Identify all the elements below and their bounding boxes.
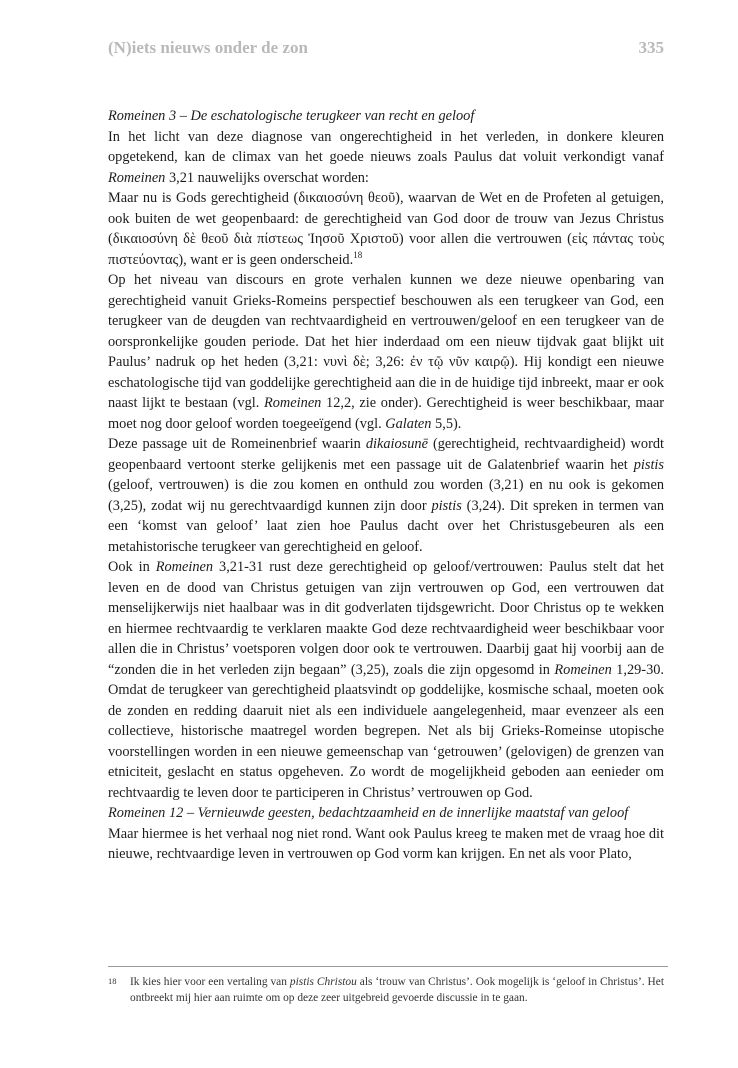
running-header (108, 38, 664, 58)
paragraph (108, 270, 664, 434)
block-quote (108, 188, 664, 270)
italic-run: pistis (431, 497, 462, 514)
text-run: Deze passage uit de Romeinenbrief waarin (108, 436, 366, 452)
text-run: Ook in (108, 559, 156, 575)
section-heading-romeinen-12: Romeinen 12 – Vernieuwde geesten, bedachtzaamheid en de innerlijke maatstaf van geloof (108, 805, 629, 821)
text-run: als ‘trouw van Christus’. Ook mogelijk is ‘geloof in Christus’. Het ontbreekt mij hier aan ruimte om op deze zeer uitgebreid gevoerde discussie in te gaan. (130, 976, 665, 1004)
italic-run: pistis (633, 456, 664, 473)
footnote (108, 975, 664, 1006)
text-run: 1,29-30. Omdat de terugkeer van gerechtigheid plaatsvindt op goddelijke, kosmische schaal, moeten ook de zonden en redding daaruit niet als een individuele aangelegenheid, maar evenzeer als een collectieve, historische maatregel worden begrepen. Net als bij Grieks-Romeinse utopische voorstellingen worden in een nieuwe gemeenschap van ‘getrouwen’ (gelovigen) de grenzen van etniciteit, geslacht en status opgeheven. Zo wordt de mogelijkheid geboden aan eenieder om rechtvaardig te leven door te participeren in Christus’ vertrouwen op God. (108, 661, 664, 801)
italic-run: Romeinen (554, 661, 612, 678)
text-run: Ik kies hier voor een vertaling van (130, 976, 290, 988)
running-title: (N)iets nieuws onder de zon (108, 38, 308, 57)
footnote-number: 18 (108, 976, 117, 986)
body-text (108, 106, 664, 865)
text-run: Op het niveau van discours en grote verhalen kunnen we deze nieuwe openbaring van gerechtigheid vanuit Grieks-Romeins perspectief beschouwen als een terugkeer van God, een terugkeer van de deugden van rechtvaardigheid en vertrouwen/geloof en een terugkeer van de oorspronkelijke gouden periode. Dat het hier inderdaad om een nieuw tijdvak gaat blijkt uit Paulus’ nadruk op het heden (3,21: νυνὶ δὲ; 3,26: ἐν τῷ νῦν καιρῷ). Hij kondigt een nieuwe eschatologische tijd van goddelijke gerechtigheid aan die in de huidige tijd inbreekt, maar er ook naast lijkt te bestaan (vgl. (108, 272, 664, 411)
footnote-text (130, 975, 664, 1006)
italic-run: Romeinen (264, 395, 322, 411)
text-run: (geloof, vertrouwen) is die zou komen en onthuld zou worden (3,21) en nu ook is gekomen (3,25), zodat wij nu gerechtvaardigd kunnen zijn door (108, 477, 664, 514)
footnote-divider (108, 966, 668, 967)
italic-run: pistis Christou (289, 976, 357, 988)
paragraph (108, 127, 664, 189)
text-run: 12,2, zie onder). Gerechtigheid is weer beschikbaar, maar moet nog door geloof worden toegeeïgend (vgl. (108, 395, 665, 432)
quote-text: Maar nu is Gods gerechtigheid (δικαιοσύνη θεοῦ), waarvan de Wet en de Profeten al getuigen, ook buiten de wet geopenbaard: de gerechtigheid van God door de trouw van Jezus Christus (δικαιοσύνη δὲ θεοῦ διὰ πίστεως Ἰησοῦ Χριστοῦ) voor allen die vertrouwen (εἰς πάντας τοὺς πιστεύοντας), want er is geen onderscheid. (108, 190, 664, 268)
italic-run: Romeinen (108, 169, 166, 186)
paragraph: Maar hiermee is het verhaal nog niet rond. Want ook Paulus kreeg te maken met de vraag hoe dit nieuwe, rechtvaardige leven in vertrouwen op God vorm kan krijgen. En net als voor Plato, (108, 825, 664, 862)
text-run: In het licht van deze diagnose van ongerechtigheid in het verleden, in donkere kleuren opgetekend, kan de climax van het goede nieuws zoals Paulus dat voluit verkondigt vanaf (108, 128, 664, 165)
section-heading-romeinen-3: Romeinen 3 – De eschatologische terugkeer van recht en geloof (108, 108, 475, 124)
footnote-ref[interactable]: 18 (353, 249, 363, 260)
text-run: (3,24). Dit spreken in termen van een ‘komst van geloof’ laat zien hoe Paulus dacht over het Christusgebeuren als een metahistorische terugkeer van gerechtigheid en geloof. (108, 497, 664, 555)
page-number: 335 (638, 38, 664, 57)
paragraph (108, 557, 664, 803)
text-run: 3,21 nauwelijks overschat worden: (165, 169, 369, 186)
italic-run: Romeinen (155, 559, 214, 575)
italic-run: dikaiosunē (365, 436, 428, 452)
italic-run: Galaten (385, 415, 432, 432)
text-run: 5,5). (431, 415, 462, 432)
text-run: 3,21-31 rust deze gerechtigheid op geloof/vertrouwen: Paulus stelt dat het leven en de dood van Christus getuigen van zijn vertrouwen op God, een vertrouwen dat menselijkerwijs niet haalbaar was in dit godverlaten tijdsgewricht. Door Christus op te wekken en hiermee rechtvaardig te verklaren maakte God deze rechtvaardigheid weer beschikbaar voor allen die in Christus’ voetsporen volgen door ook te vertrouwen. Daarbij gaat hij voorbij aan de “zonden die in het verleden zijn begaan” (3,25), zoals die zijn opgesomd in (108, 559, 665, 678)
paragraph (108, 434, 664, 557)
text-run: (gerechtigheid, rechtvaardigheid) wordt geopenbaard vertoont sterke gelijkenis met een passage uit de Galatenbrief waarin het (108, 436, 664, 473)
